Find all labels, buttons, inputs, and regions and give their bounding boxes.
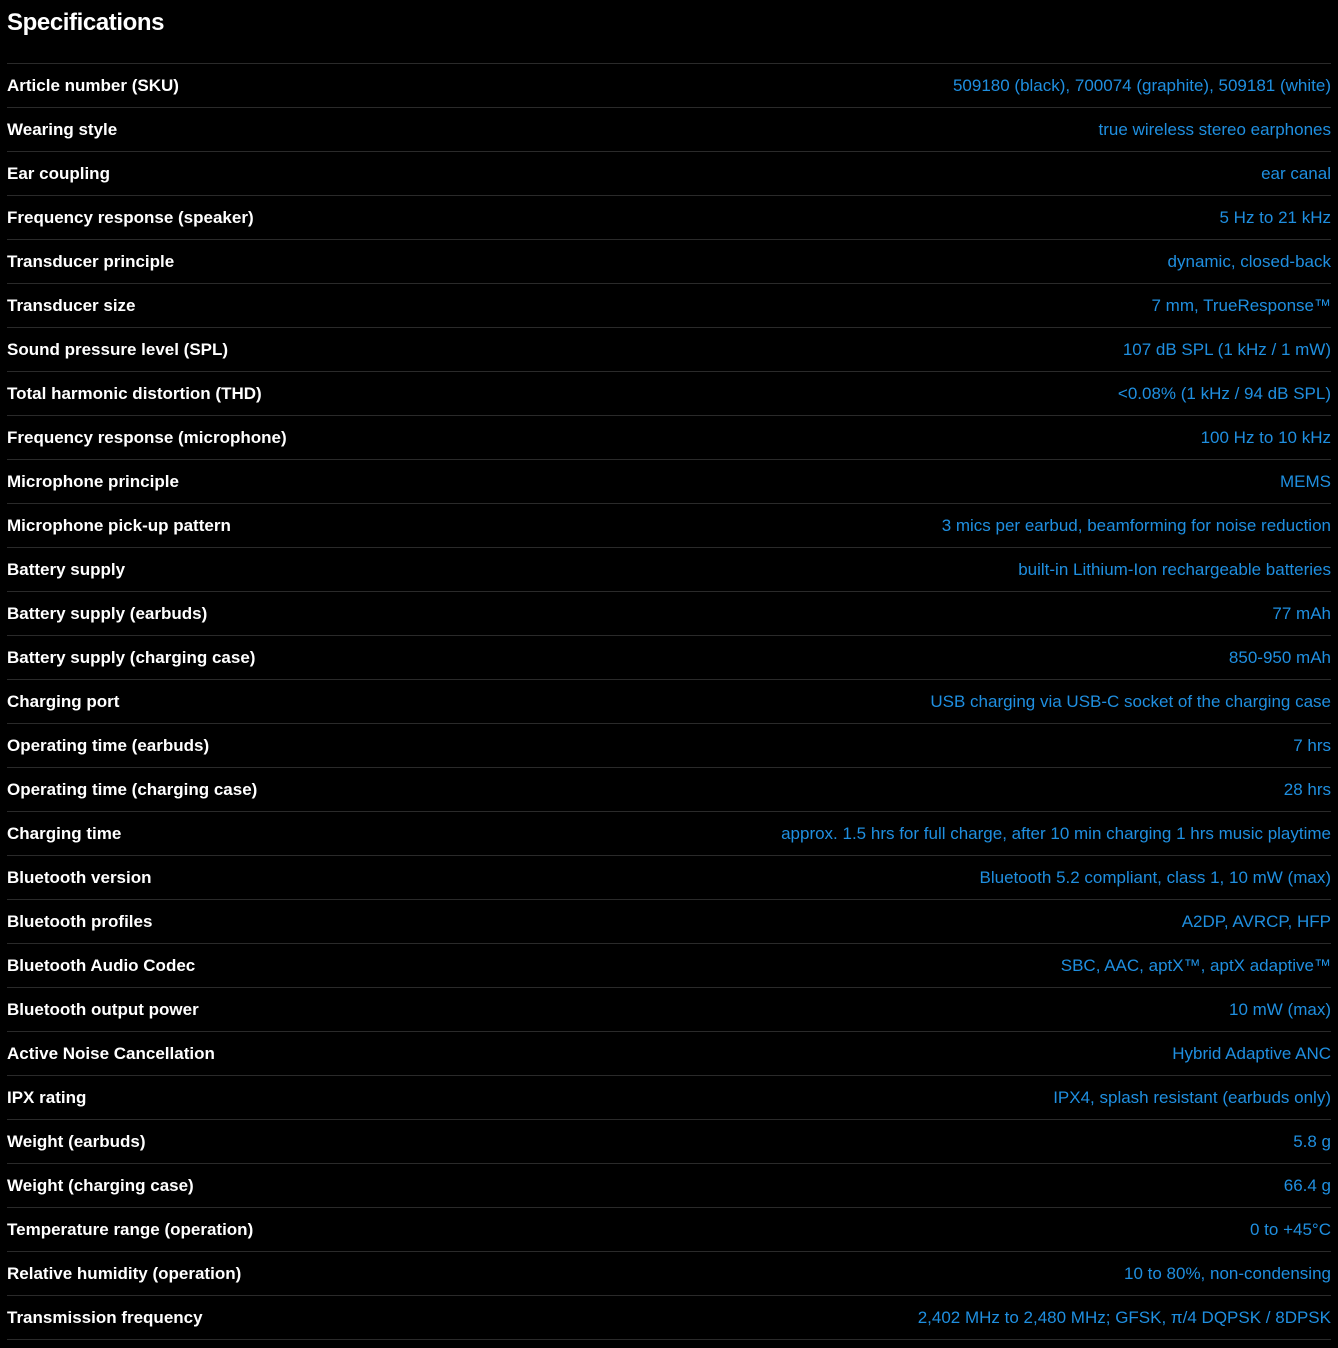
spec-value: ear canal	[1261, 163, 1331, 183]
spec-label: Microphone principle	[7, 471, 179, 491]
spec-label: Relative humidity (operation)	[7, 1263, 242, 1283]
spec-value: USB charging via USB-C socket of the charging case	[930, 691, 1331, 711]
spec-label: Battery supply (earbuds)	[7, 603, 208, 623]
spec-row	[7, 504, 1331, 548]
spec-label: Weight (charging case)	[7, 1175, 194, 1195]
spec-row	[7, 1032, 1331, 1076]
spec-value: 509180 (black), 700074 (graphite), 509181 (white)	[952, 75, 1331, 95]
spec-row	[7, 724, 1331, 768]
spec-value: 100 Hz to 10 kHz	[1200, 427, 1331, 447]
spec-value: 3 mics per earbud, beamforming for noise reduction	[941, 515, 1331, 535]
spec-value: A2DP, AVRCP, HFP	[1181, 911, 1331, 931]
spec-label: Bluetooth output power	[7, 999, 199, 1019]
spec-label: Weight (earbuds)	[7, 1131, 146, 1151]
spec-row	[7, 240, 1331, 284]
spec-value: 28 hrs	[1283, 779, 1331, 799]
spec-row	[7, 1296, 1331, 1340]
spec-label: Bluetooth version	[7, 867, 152, 887]
spec-value: 77 mAh	[1272, 603, 1331, 623]
spec-row	[7, 988, 1331, 1032]
spec-value: 7 mm, TrueResponse™	[1151, 295, 1331, 315]
spec-value: 107 dB SPL (1 kHz / 1 mW)	[1122, 339, 1331, 359]
spec-label: Transducer principle	[7, 251, 175, 271]
spec-label: Total harmonic distortion (THD)	[7, 383, 262, 403]
spec-row	[7, 152, 1331, 196]
spec-row	[7, 944, 1331, 988]
spec-row	[7, 900, 1331, 944]
spec-value: 850-950 mAh	[1228, 647, 1331, 667]
spec-row	[7, 1208, 1331, 1252]
spec-value: dynamic, closed-back	[1167, 251, 1331, 271]
spec-row	[7, 372, 1331, 416]
spec-value: MEMS	[1280, 471, 1331, 491]
spec-label: Operating time (charging case)	[7, 779, 258, 799]
spec-label: Sound pressure level (SPL)	[7, 339, 229, 359]
spec-label: IPX rating	[7, 1087, 87, 1107]
spec-value: 0 to +45°C	[1250, 1219, 1331, 1239]
spec-row	[7, 592, 1331, 636]
spec-value: <0.08% (1 kHz / 94 dB SPL)	[1117, 383, 1331, 403]
spec-row	[7, 1120, 1331, 1164]
spec-row	[7, 636, 1331, 680]
spec-row	[7, 460, 1331, 504]
spec-label: Charging port	[7, 691, 120, 711]
spec-row	[7, 416, 1331, 460]
spec-label: Transmission frequency	[7, 1307, 203, 1327]
spec-row	[7, 680, 1331, 724]
spec-row	[7, 548, 1331, 592]
spec-label: Bluetooth profiles	[7, 911, 153, 931]
spec-label: Battery supply (charging case)	[7, 647, 256, 667]
spec-label: Frequency response (speaker)	[7, 207, 254, 227]
spec-label: Battery supply	[7, 559, 126, 579]
spec-label: Active Noise Cancellation	[7, 1043, 215, 1063]
spec-value: 2,402 MHz to 2,480 MHz; GFSK, π/4 DQPSK / 8DPSK	[917, 1307, 1331, 1327]
spec-value: Bluetooth 5.2 compliant, class 1, 10 mW (max)	[979, 867, 1331, 887]
spec-label: Article number (SKU)	[7, 75, 179, 95]
spec-label: Microphone pick-up pattern	[7, 515, 231, 535]
spec-row	[7, 64, 1331, 108]
spec-value: 10 to 80%, non-condensing	[1124, 1263, 1331, 1283]
page-title: Specifications	[7, 9, 165, 36]
spec-label: Wearing style	[7, 119, 118, 139]
spec-row	[7, 768, 1331, 812]
spec-label: Frequency response (microphone)	[7, 427, 287, 447]
spec-value: 5 Hz to 21 kHz	[1219, 207, 1331, 227]
spec-row	[7, 1076, 1331, 1120]
spec-value: SBC, AAC, aptX™, aptX adaptive™	[1060, 955, 1331, 975]
spec-label: Transducer size	[7, 295, 136, 315]
spec-row	[7, 196, 1331, 240]
spec-row	[7, 1252, 1331, 1296]
spec-value: 7 hrs	[1293, 735, 1331, 755]
spec-row	[7, 1164, 1331, 1208]
spec-value: Hybrid Adaptive ANC	[1172, 1043, 1331, 1063]
spec-row	[7, 284, 1331, 328]
spec-value: 10 mW (max)	[1229, 999, 1331, 1019]
spec-value: approx. 1.5 hrs for full charge, after 10 min charging 1 hrs music playtime	[781, 823, 1331, 843]
spec-label: Operating time (earbuds)	[7, 735, 210, 755]
spec-value: true wireless stereo earphones	[1098, 119, 1331, 139]
spec-label: Temperature range (operation)	[7, 1219, 254, 1239]
spec-label: Ear coupling	[7, 163, 110, 183]
spec-row	[7, 856, 1331, 900]
spec-value: 66.4 g	[1283, 1175, 1331, 1195]
spec-row	[7, 328, 1331, 372]
spec-label: Bluetooth Audio Codec	[7, 955, 196, 975]
spec-value: 5.8 g	[1293, 1131, 1331, 1151]
spec-label: Charging time	[7, 823, 122, 843]
spec-value: built-in Lithium-Ion rechargeable batteries	[1018, 559, 1331, 579]
specifications-table	[7, 63, 1331, 1340]
spec-value: IPX4, splash resistant (earbuds only)	[1053, 1087, 1331, 1107]
spec-row	[7, 812, 1331, 856]
spec-row	[7, 108, 1331, 152]
